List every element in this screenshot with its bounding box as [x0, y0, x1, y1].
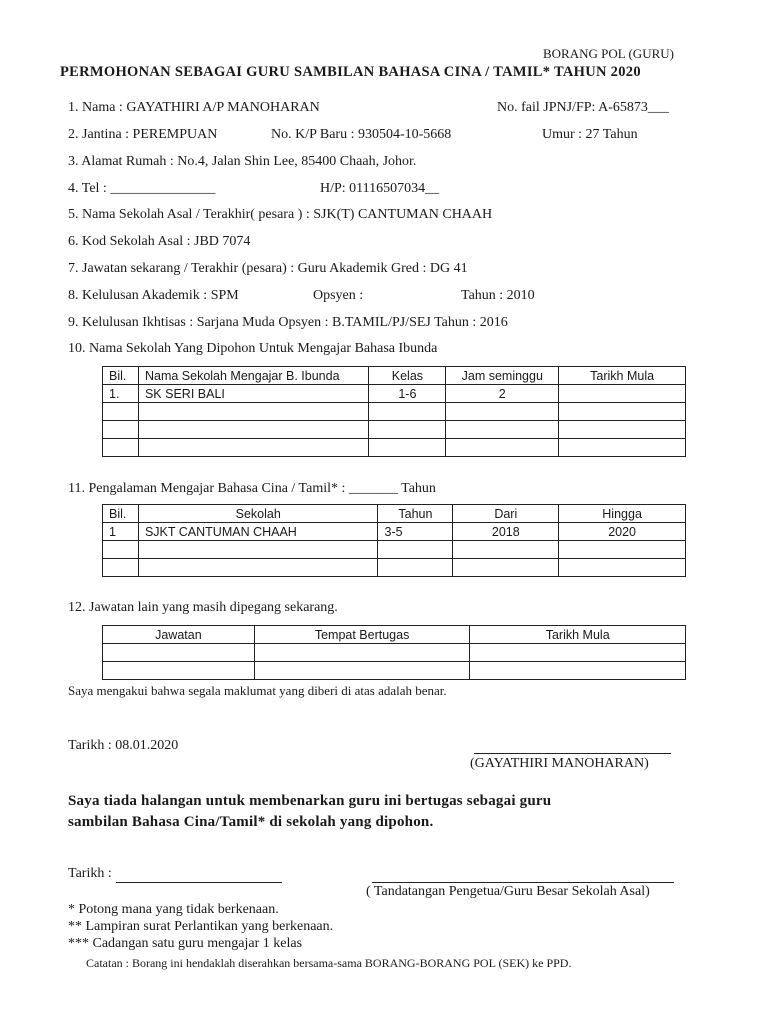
cell: [103, 662, 255, 680]
form-code: BORANG POL (GURU): [543, 46, 674, 61]
table-row: [103, 385, 686, 403]
table-header-row: [103, 505, 686, 523]
table-row: [103, 403, 686, 421]
cell: [559, 403, 686, 421]
cell: [378, 559, 453, 577]
field-file-number: No. fail JPNJ/FP: A-65873___: [497, 100, 669, 115]
field-ic-number: No. K/P Baru : 930504-10-5668: [271, 127, 452, 142]
field-age: Umur : 27 Tahun: [542, 127, 638, 142]
table-row: [103, 421, 686, 439]
field-tel: 4. Tel : _______________: [68, 181, 216, 196]
cell: [138, 541, 378, 559]
cell: [103, 644, 255, 662]
cell: 2018: [453, 523, 559, 541]
note-3: *** Cadangan satu guru mengajar 1 kelas: [68, 936, 303, 951]
cell: 1: [103, 523, 139, 541]
approval-text-line2: sambilan Bahasa Cina/Tamil* di sekolah yang dipohon.: [68, 814, 434, 830]
col-header: Dari: [453, 505, 559, 523]
field-handphone: H/P: 01116507034__: [320, 181, 440, 196]
cell: [138, 403, 368, 421]
field-academic-qualification: 8. Kelulusan Akademik : SPM: [68, 288, 239, 303]
cell: [254, 644, 470, 662]
cell: [103, 421, 139, 439]
table-row: [103, 523, 686, 541]
cell: [559, 541, 686, 559]
col-header: Jam seminggu: [446, 367, 559, 385]
note-2: ** Lampiran surat Perlantikan yang berkenaan.: [68, 919, 334, 934]
field-school-code: 6. Kod Sekolah Asal : JBD 7074: [68, 234, 251, 249]
approval-date-label: Tarikh :: [68, 866, 112, 881]
field-teaching-experience: 11. Pengalaman Mengajar Bahasa Cina / Tamil* : _______ Tahun: [68, 481, 436, 496]
experience-table: [102, 504, 686, 577]
cell: 2020: [559, 523, 686, 541]
cell: [446, 403, 559, 421]
cell: [103, 559, 139, 577]
cell: [559, 421, 686, 439]
declaration-date: Tarikh : 08.01.2020: [68, 738, 179, 753]
field-gender: 2. Jantina : PEREMPUAN: [68, 127, 218, 142]
table-row: [103, 559, 686, 577]
cell: [453, 541, 559, 559]
cell: 1-6: [369, 385, 446, 403]
approval-text-line1: Saya tiada halangan untuk membenarkan guru ini bertugas sebagai guru: [68, 793, 552, 809]
applied-school-table: [102, 366, 686, 457]
cell: [138, 421, 368, 439]
applicant-signature-line: [474, 753, 671, 754]
form-title: PERMOHONAN SEBAGAI GURU SAMBILAN BAHASA CINA / TAMIL* TAHUN 2020: [60, 64, 641, 80]
col-header: Bil.: [103, 505, 139, 523]
cell: [446, 421, 559, 439]
col-header: Nama Sekolah Mengajar B. Ibunda: [138, 367, 368, 385]
table-row: [103, 644, 686, 662]
cell: [446, 439, 559, 457]
cell: SJKT CANTUMAN CHAAH: [138, 523, 378, 541]
note-1: * Potong mana yang tidak berkenaan.: [68, 902, 279, 917]
cell: 3-5: [378, 523, 453, 541]
cell: [559, 559, 686, 577]
col-header: Kelas: [369, 367, 446, 385]
table-row: [103, 439, 686, 457]
cell: [369, 439, 446, 457]
cell: [138, 559, 378, 577]
principal-signature-label: ( Tandatangan Pengetua/Guru Besar Sekolah Asal): [366, 884, 650, 899]
cell: [103, 541, 139, 559]
field-current-post: 7. Jawatan sekarang / Terakhir (pesara) : Guru Akademik Gred : DG 41: [68, 261, 468, 276]
cell: SK SERI BALI: [138, 385, 368, 403]
field-name: 1. Nama : GAYATHIRI A/P MANOHARAN: [68, 100, 320, 115]
other-posts-table: [102, 625, 686, 680]
col-header: Tarikh Mula: [559, 367, 686, 385]
field-address: 3. Alamat Rumah : No.4, Jalan Shin Lee, 85400 Chaah, Johor.: [68, 154, 417, 169]
col-header: Tempat Bertugas: [254, 626, 470, 644]
cell: [103, 403, 139, 421]
field-applied-school-label: 10. Nama Sekolah Yang Dipohon Untuk Mengajar Bahasa Ibunda: [68, 341, 438, 356]
note-catatan: Catatan : Borang ini hendaklah diserahkan bersama-sama BORANG-BORANG POL (SEK) ke PPD.: [86, 956, 572, 970]
cell: [453, 559, 559, 577]
approval-date-line: [116, 882, 282, 883]
cell: [138, 439, 368, 457]
table-row: [103, 662, 686, 680]
table-header-row: [103, 367, 686, 385]
col-header: Bil.: [103, 367, 139, 385]
cell: 2: [446, 385, 559, 403]
declaration-text: Saya mengakui bahwa segala maklumat yang diberi di atas adalah benar.: [68, 683, 447, 698]
field-academic-year: Tahun : 2010: [461, 288, 535, 303]
col-header: Tahun: [378, 505, 453, 523]
table-row: [103, 541, 686, 559]
cell: [254, 662, 470, 680]
cell: 1.: [103, 385, 139, 403]
cell: [470, 644, 686, 662]
field-other-posts: 12. Jawatan lain yang masih dipegang sekarang.: [68, 600, 338, 615]
principal-signature-line: [372, 882, 674, 883]
cell: [559, 439, 686, 457]
col-header: Jawatan: [103, 626, 255, 644]
col-header: Tarikh Mula: [470, 626, 686, 644]
cell: [369, 403, 446, 421]
cell: [103, 439, 139, 457]
table-header-row: [103, 626, 686, 644]
field-academic-option: Opsyen :: [313, 288, 364, 303]
col-header: Hingga: [559, 505, 686, 523]
cell: [470, 662, 686, 680]
cell: [559, 385, 686, 403]
cell: [378, 541, 453, 559]
col-header: Sekolah: [138, 505, 378, 523]
cell: [369, 421, 446, 439]
field-professional-qualification: 9. Kelulusan Ikhtisas : Sarjana Muda Opsyen : B.TAMIL/PJ/SEJ Tahun : 2016: [68, 315, 508, 330]
applicant-name: (GAYATHIRI MANOHARAN): [470, 756, 649, 771]
field-origin-school: 5. Nama Sekolah Asal / Terakhir( pesara ) : SJK(T) CANTUMAN CHAAH: [68, 207, 493, 222]
